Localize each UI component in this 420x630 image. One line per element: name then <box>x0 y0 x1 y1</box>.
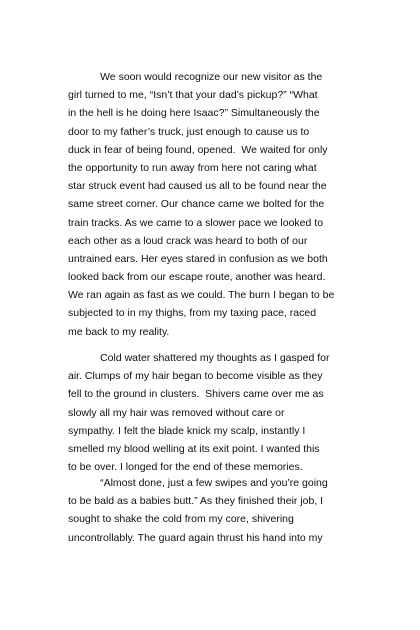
text-line: uncontrollably. The guard again thrust his hand into my <box>68 531 323 544</box>
text-line: in the hell is he doing here Isaac?” Simultaneously the <box>68 107 320 120</box>
text-line: to be over. I longed for the end of these memories. <box>68 461 303 474</box>
text-line: to be bald as a babies butt.” As they finished their job, I <box>68 495 324 508</box>
text-line: subjected to in my thighs, from my taxing pace, raced <box>68 307 317 320</box>
text-line: We soon would recognize our new visitor as the <box>68 71 323 83</box>
text-line: train tracks. As we came to a slower pace we looked to <box>68 216 324 229</box>
text-line: untrained ears. Her eyes stared in confusion as we both <box>68 252 328 265</box>
text-line: sought to shake the cold from my core, shivering <box>68 513 294 526</box>
text-line: smelled my blood welling at its exit point. I wanted this <box>68 442 320 455</box>
text-line: duck in fear of being found, opened. We waited for only <box>68 143 328 156</box>
text-line: door to my father’s truck, just enough to cause us to <box>68 125 310 138</box>
paragraph-2 <box>68 349 358 476</box>
text-line: “Almost done, just a few swipes and you’re going <box>68 477 328 489</box>
paragraph-3 <box>68 474 358 547</box>
text-line: each other as a loud crack was heard to both of our <box>68 234 308 247</box>
text-line: looked back from our escape route, another was heard. <box>68 271 326 284</box>
text-line: slowly all my hair was removed without care or <box>68 406 285 419</box>
text-line: sympathy. I felt the blade knick my scalp, instantly I <box>68 424 306 437</box>
text-line: same street corner. Our chance came we bolted for the <box>68 198 325 211</box>
text-line: star struck event had caused us all to be found near the <box>68 180 327 193</box>
text-line: me back to my reality. <box>68 325 170 338</box>
text-line: girl turned to me, “Isn’t that your dad’s pickup?” “What <box>68 89 318 102</box>
text-line: the opportunity to run away from here not caring what <box>68 161 317 174</box>
text-line: Cold water shattered my thoughts as I gasped for <box>68 352 330 364</box>
paragraph-1 <box>68 68 358 341</box>
text-line: We ran again as fast as we could. The burn I began to be <box>68 289 335 302</box>
text-line: fell to the ground in clusters. Shivers came over me as <box>68 388 324 401</box>
text-line: air. Clumps of my hair began to become visible as they <box>68 370 323 383</box>
